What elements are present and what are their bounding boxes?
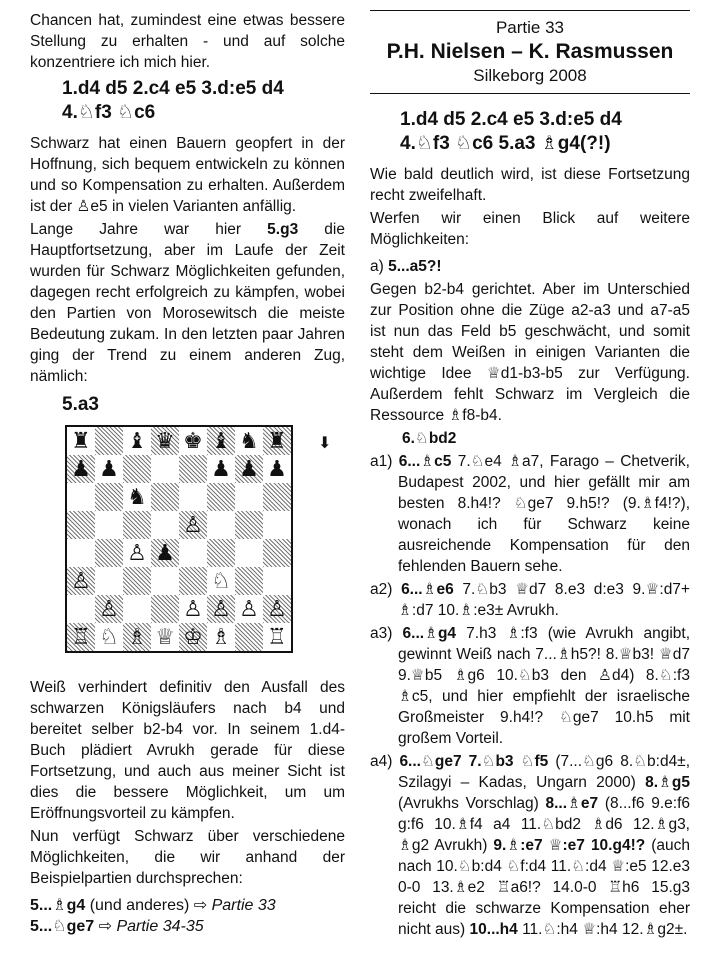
chess-piece-icon: ♗ (127, 624, 147, 650)
square-f5 (207, 511, 235, 539)
square-c6 (123, 483, 151, 511)
move: 5...a5?! (388, 258, 442, 275)
players: P.H. Nielsen – K. Rasmussen (386, 40, 674, 63)
square-d3 (151, 567, 179, 595)
square-g8 (235, 427, 263, 455)
paragraph-white-prevents: Weiß verhindert definitiv den Ausfall des schwarzen Königsläufers nach b4 und bereitet selber b2-b4 vor. In seinem 1.d4-Buch plädiert Avrukh gerade für diese Fortsetzung, und auch aus meiner Sicht ist dies die bessere Möglichkeit, um um Eröffnungsvorteil zu kämpfen. (30, 679, 345, 822)
square-g5 (235, 511, 263, 539)
square-f2 (207, 595, 235, 623)
move: 6...♘ge7 (399, 753, 462, 770)
game-number: Partie 33 (495, 18, 565, 37)
chess-piece-icon: ♔ (183, 624, 203, 650)
text: 7.♘e4 ♗a7, Farago – Chetverik, Budapest 2002, und hier gefällt mir am besten 8.h4!? ♘ge7 9.h5!? (9.♗f4!?), wonach ich für Schwarz keine ausreichende Kompensation für den fehlenden Bauern sehe. (398, 453, 690, 575)
square-g4 (235, 539, 263, 567)
square-h1 (263, 623, 291, 651)
square-d8 (151, 427, 179, 455)
move: 6...♗g4 (402, 625, 457, 642)
move-a3-heading: 5.a3 (62, 394, 99, 415)
game-reference-1 (30, 895, 345, 916)
moves-heading (62, 77, 345, 125)
square-a3 (67, 567, 95, 595)
square-a5 (67, 511, 95, 539)
square-d6 (151, 483, 179, 511)
move: ♘f5 (520, 753, 549, 770)
ref-target-link[interactable]: Partie 33 (211, 897, 276, 914)
paragraph-history (30, 219, 345, 387)
variation-a2 (370, 579, 690, 621)
game-header (370, 10, 690, 94)
text: Lange Jahre war hier (30, 221, 268, 238)
chess-piece-icon: ♘ (99, 624, 119, 650)
move-g3: 5.g3 (267, 221, 299, 238)
variation-a4 (370, 751, 690, 940)
square-b7 (95, 455, 123, 483)
chess-piece-icon: ♙ (239, 596, 259, 622)
paragraph-gambit: Schwarz hat einen Bauern geopfert in der Hoffnung, sich bequem entwickeln zu können und so Kompensation zu erhalten. Außerdem ist der ♙e5 in vielen Varianten anfällig. (30, 135, 345, 215)
square-c3 (123, 567, 151, 595)
square-b8 (95, 427, 123, 455)
label: a1) (370, 453, 399, 470)
square-a7 (67, 455, 95, 483)
square-c4 (123, 539, 151, 567)
chess-piece-icon: ♟ (71, 456, 91, 482)
square-h5 (263, 511, 291, 539)
chess-piece-icon: ♙ (183, 512, 203, 538)
label: a3) (370, 625, 403, 642)
square-a1 (67, 623, 95, 651)
chessboard (65, 425, 293, 653)
text: 7.h3 ♗:f3 (wie Avrukh angibt, gewinnt Weiß nach 7...♗h5?! 8.♕b3! ♕d7 9.♕b5 ♗g6 10.♘b3 den ♙d4) 8.♘:f3 ♗c5, und hier empfiehlt der israelische Großmeister 9.h4!? ♘ge7 10.h5 mit großem Vorteil. (398, 625, 691, 747)
square-d7 (151, 455, 179, 483)
paragraph-dubious: Wie bald deutlich wird, ist diese Fortsetzung recht zweifelhaft. (370, 166, 690, 204)
square-c1 (123, 623, 151, 651)
chess-piece-icon: ♙ (71, 568, 91, 594)
move: 8.♗g5 (645, 774, 690, 791)
text: 7.♘b3 ♕d7 8.e3 d:e3 9.♕:d7+ ♗:d7 10.♗:e3± Avrukh. (398, 581, 690, 619)
ref-text: (und anderes) ⇨ (85, 897, 212, 914)
variation-a1 (370, 451, 690, 577)
square-f3 (207, 567, 235, 595)
square-a6 (67, 483, 95, 511)
text: (7...♘g6 8.♘b:d4±, Szilagyi – Kadas, Ungarn 2000) (398, 753, 691, 791)
square-g1 (235, 623, 263, 651)
square-e7 (179, 455, 207, 483)
move: 6...♗c5 (398, 453, 452, 470)
moves-heading-line-1: 1.d4 d5 2.c4 e5 3.d:e5 d4 (62, 78, 284, 99)
variation-a (370, 256, 690, 277)
ref-text: ⇨ (94, 918, 117, 935)
chess-piece-icon: ♟ (267, 456, 287, 482)
square-d5 (151, 511, 179, 539)
square-c5 (123, 511, 151, 539)
square-b4 (95, 539, 123, 567)
square-c2 (123, 595, 151, 623)
black-to-move-arrow-icon: ⬇ (318, 435, 332, 452)
chess-piece-icon: ♙ (183, 596, 203, 622)
move: 7.♘b3 (468, 753, 514, 770)
chess-piece-icon: ♕ (155, 624, 175, 650)
square-e8 (179, 427, 207, 455)
square-e2 (179, 595, 207, 623)
square-e6 (179, 483, 207, 511)
square-b6 (95, 483, 123, 511)
square-h7 (263, 455, 291, 483)
square-a2 (67, 595, 95, 623)
chess-piece-icon: ♛ (155, 428, 175, 454)
moves-heading-line-1: 1.d4 d5 2.c4 e5 3.d:e5 d4 (400, 109, 622, 130)
paragraph-black-options: Nun verfügt Schwarz über verschiedene Möglichkeiten, die wir anhand der Beispielpartien durchsprechen: (30, 828, 345, 887)
move: 6...♗e6 (401, 581, 454, 598)
square-b2 (95, 595, 123, 623)
game-moves-heading (400, 108, 690, 156)
square-e3 (179, 567, 207, 595)
square-d4 (151, 539, 179, 567)
chess-piece-icon: ♟ (211, 456, 231, 482)
game-reference-2 (30, 916, 345, 937)
chess-piece-icon: ♟ (99, 456, 119, 482)
chess-piece-icon: ♙ (267, 596, 287, 622)
square-h4 (263, 539, 291, 567)
square-a4 (67, 539, 95, 567)
square-d1 (151, 623, 179, 651)
chess-piece-icon: ♙ (127, 540, 147, 566)
square-b1 (95, 623, 123, 651)
text: (Avrukhs Vorschlag) (398, 795, 546, 812)
square-f4 (207, 539, 235, 567)
variation-a-move-2: 6.♘bd2 (402, 430, 457, 447)
text: 11.♘:h4 ♕:h4 12.♗g2±. (517, 921, 688, 938)
variation-a-text: Gegen b2-b4 gerichtet. Aber im Unterschied zur Position ohne die Züge a2-a3 und a7-a5 ist nun das Feld b5 geschwächt, und somit steht dem Weißen in einigen Varianten die wichtige Idee ♕d1-b3-b5 zur Verfügung. Außerdem fehlt Schwarz im Vergleich die Ressource ♗f8-b4. (370, 281, 690, 424)
move: 10.g4!? (590, 837, 646, 854)
right-column (370, 0, 690, 942)
square-g6 (235, 483, 263, 511)
ref-move: 5...♗g4 (30, 897, 86, 914)
square-g2 (235, 595, 263, 623)
square-b3 (95, 567, 123, 595)
label: a4) (370, 753, 400, 770)
chess-piece-icon: ♜ (71, 428, 91, 454)
chess-piece-icon: ♜ (267, 428, 287, 454)
square-f8 (207, 427, 235, 455)
paragraph-alternatives: Werfen wir einen Blick auf weitere Möglichkeiten: (370, 210, 690, 248)
chess-piece-icon: ♖ (71, 624, 91, 650)
intro-paragraph: Chancen hat, zumindest eine etwas bessere Stellung zu erhalten - und auf solche konzentriere ich mich hier. (30, 12, 345, 71)
label: a) (370, 258, 389, 275)
text: die Hauptfortsetzung, aber im Laufe der Zeit wurden für Schwarz Möglichkeiten gefunden, dagegen recht erfolgreich zu kämpfen, wobei den Partien von Morosewitsch die meiste Bedeutung zukam. In den letzten paar Jahren ging der Trend zu einem anderen Zug, nämlich: (30, 221, 345, 385)
move: 10...h4 (469, 921, 518, 938)
moves-heading-line-2: 4.♘f3 ♘c6 (62, 102, 156, 123)
variation-a3 (370, 623, 690, 749)
ref-move: 5...♘ge7 (30, 918, 95, 935)
move: 9.♗:e7 ♕:e7 (493, 837, 585, 854)
event: Silkeborg 2008 (473, 66, 587, 85)
left-column (30, 0, 345, 937)
square-a8 (67, 427, 95, 455)
chess-piece-icon: ♝ (127, 428, 147, 454)
chess-piece-icon: ♚ (183, 428, 203, 454)
chess-piece-icon: ♞ (239, 428, 259, 454)
ref-target-link[interactable]: Partie 34-35 (116, 918, 204, 935)
chess-piece-icon: ♖ (267, 624, 287, 650)
chess-piece-icon: ♞ (127, 484, 147, 510)
text: (auch nach 10.♘b:d4 ♘f:d4 11.♘:d4 ♕:e5 12.e3 0-0 13.♗e2 ♖a6!? 14.0-0 ♖h6 15.g3 reicht die schwarze Kompensation eher nicht aus) (398, 837, 690, 938)
square-c8 (123, 427, 151, 455)
chess-diagram (65, 425, 365, 665)
square-d2 (151, 595, 179, 623)
square-e5 (179, 511, 207, 539)
square-b5 (95, 511, 123, 539)
moves-heading-line-2: 4.♘f3 ♘c6 5.a3 ♗g4(?!) (400, 133, 611, 154)
chess-piece-icon: ♟ (155, 540, 175, 566)
chess-piece-icon: ♝ (211, 428, 231, 454)
square-g7 (235, 455, 263, 483)
square-c7 (123, 455, 151, 483)
chess-piece-icon: ♙ (211, 596, 231, 622)
square-h8 (263, 427, 291, 455)
move: 8...♗e7 (545, 795, 599, 812)
square-f1 (207, 623, 235, 651)
text: (8...f6 9.e:f6 g:f6 10.♗f4 a4 11.♘bd2 ♗d6 12.♗g3, ♗g2 Avrukh) (398, 795, 690, 854)
square-e4 (179, 539, 207, 567)
square-g3 (235, 567, 263, 595)
chess-piece-icon: ♗ (211, 624, 231, 650)
square-h2 (263, 595, 291, 623)
label: a2) (370, 581, 402, 598)
chess-piece-icon: ♟ (239, 456, 259, 482)
chess-piece-icon: ♙ (99, 596, 119, 622)
square-f6 (207, 483, 235, 511)
square-h6 (263, 483, 291, 511)
square-f7 (207, 455, 235, 483)
chess-piece-icon: ♘ (211, 568, 231, 594)
square-h3 (263, 567, 291, 595)
square-e1 (179, 623, 207, 651)
